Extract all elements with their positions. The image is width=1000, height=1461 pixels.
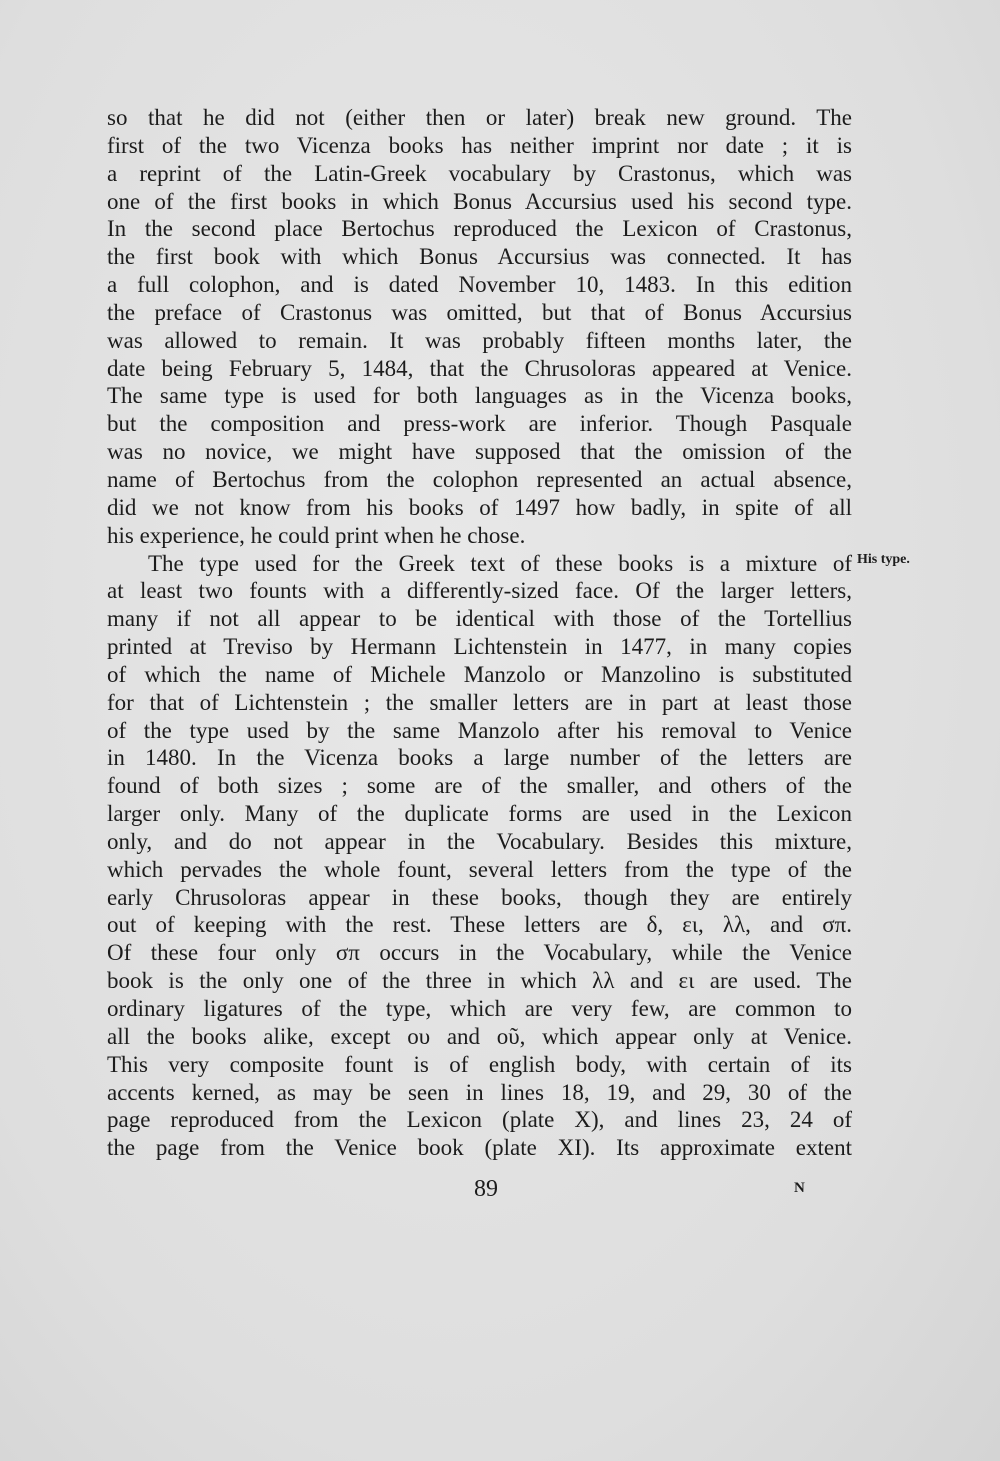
text-line: first of the two Vicenza books has neither imprint nor date ; it is	[107, 132, 852, 158]
signature-mark: N	[794, 1180, 805, 1196]
text-line: his experience, he could print when he chose.	[107, 522, 526, 548]
text-line: which pervades the whole fount, several letters from the type of the	[107, 856, 852, 882]
text-line: all the books alike, except ου and οῦ, which appear only at Venice.	[107, 1023, 852, 1049]
text-line: In the second place Bertochus reproduced the Lexicon of Crastonus,	[107, 216, 852, 242]
text-line: ordinary ligatures of the type, which are very few, are common to	[107, 996, 852, 1021]
page-number: 89	[474, 1176, 498, 1202]
text-line: at least two founts with a differently-sized face. Of the larger letters,	[107, 578, 852, 604]
text-line: did we not know from his books of 1497 how badly, in spite of all	[107, 494, 852, 520]
text-line: found of both sizes ; some are of the smaller, and others of the	[107, 773, 852, 799]
text-line: page reproduced from the Lexicon (plate X), and lines 23, 24 of	[107, 1107, 852, 1133]
text-line: the page from the Venice book (plate XI). Its approximate extent	[107, 1135, 852, 1161]
text-line: book is the only one of the three in which λλ and ει are used. The	[107, 968, 852, 994]
text-line: printed at Treviso by Hermann Lichtenstein in 1477, in many copies	[107, 634, 852, 660]
text-line: many if not all appear to be identical with those of the Tortellius	[107, 606, 852, 632]
text-line: The type used for the Greek text of these books is a mixture of	[148, 550, 852, 576]
text-line: accents kerned, as may be seen in lines 18, 19, and 29, 30 of the	[107, 1079, 852, 1105]
text-line: the preface of Crastonus was omitted, but that of Bonus Accursius	[107, 299, 852, 325]
text-line: one of the first books in which Bonus Accursius used his second type.	[107, 188, 852, 214]
text-line: larger only. Many of the duplicate forms are used in the Lexicon	[107, 801, 852, 827]
text-line: name of Bertochus from the colophon represented an actual absence,	[107, 466, 852, 492]
text-line: of which the name of Michele Manzolo or Manzolino is substituted	[107, 661, 852, 687]
text-line: was no novice, we might have supposed that the omission of the	[107, 439, 852, 465]
text-line: of the type used by the same Manzolo after his removal to Venice	[107, 717, 852, 743]
text-line: This very composite fount is of english body, with certain of its	[107, 1051, 852, 1077]
text-line: a reprint of the Latin-Greek vocabulary by Crastonus, which was	[107, 160, 852, 186]
text-line: for that of Lichtenstein ; the smaller letters are in part at least those	[107, 689, 852, 715]
text-line: early Chrusoloras appear in these books, though they are entirely	[107, 884, 852, 910]
text-line: the first book with which Bonus Accursius was connected. It has	[107, 244, 852, 270]
text-line: date being February 5, 1484, that the Chrusoloras appeared at Venice.	[107, 355, 852, 381]
text-line: was allowed to remain. It was probably fifteen months later, the	[107, 327, 852, 353]
text-line: in 1480. In the Vicenza books a large number of the letters are	[107, 745, 852, 771]
margin-note: His type.	[857, 552, 910, 567]
text-line: but the composition and press-work are inferior. Though Pasquale	[107, 411, 852, 437]
text-line: out of keeping with the rest. These letters are δ, ει, λλ, and σπ.	[107, 912, 852, 938]
text-line: a full colophon, and is dated November 10, 1483. In this edition	[107, 272, 852, 298]
text-line: so that he did not (either then or later) break new ground. The	[107, 105, 852, 130]
body-text	[107, 104, 852, 1162]
text-line: only, and do not appear in the Vocabulary. Besides this mixture,	[107, 828, 852, 854]
text-line: The same type is used for both languages as in the Vicenza books,	[107, 383, 852, 409]
text-line: Of these four only σπ occurs in the Vocabulary, while the Venice	[107, 940, 852, 966]
